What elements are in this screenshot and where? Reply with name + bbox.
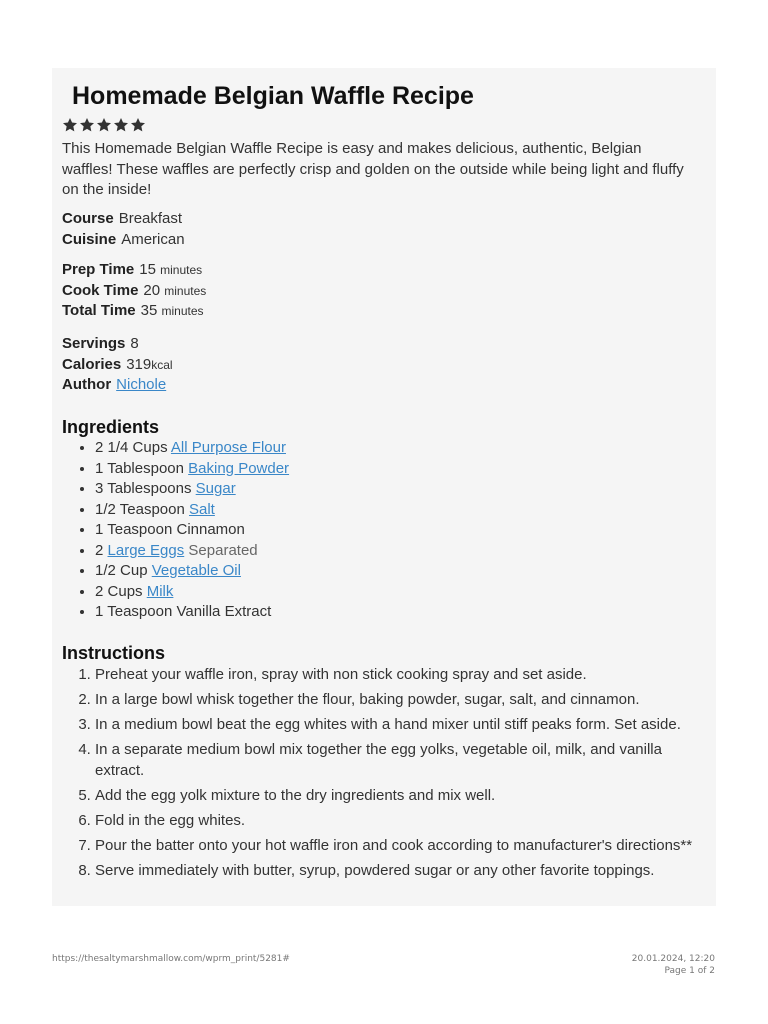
ingredient-name: Vanilla Extract (176, 603, 272, 620)
ingredient-unit: Teaspoon (119, 500, 185, 518)
total-time-row (62, 301, 206, 322)
cook-time-label: Cook Time (62, 281, 139, 299)
total-time-label: Total Time (62, 302, 136, 320)
ingredient-name[interactable]: Baking Powder (188, 459, 290, 477)
cook-time-unit: minutes (164, 283, 207, 298)
footer-datetime: 20.01.2024, 12:20 (631, 954, 715, 964)
ingredient-amount: 2 (95, 582, 104, 600)
ingredient-unit: Cup (120, 562, 148, 579)
ingredient-amount: 1 (95, 521, 104, 538)
instruction-step: 3. In a medium bowl beat the egg whites with a hand mixer until stiff peaks form. Set aside. (95, 714, 715, 735)
instruction-step: 7. Pour the batter onto your hot waffle iron and cook according to manufacturer's directions** (95, 835, 715, 856)
ingredient-item (95, 582, 695, 603)
prep-time-value: 15 (139, 261, 156, 278)
cuisine-row (62, 230, 185, 251)
ingredient-item (95, 541, 695, 562)
ingredient-item (95, 561, 695, 582)
instruction-step: 8. Serve immediately with butter, syrup, powdered sugar or any other favorite toppings. (95, 860, 715, 881)
ingredient-name: Cinnamon (176, 521, 245, 538)
course-label: Course (62, 210, 114, 227)
recipe-summary: This Homemade Belgian Waffle Recipe is easy and makes delicious, authentic, Belgian waffles! These waffles are perfectly crisp and golden on the outside while being light and fluffy on the inside! (62, 140, 684, 198)
course-value: Breakfast (118, 210, 183, 227)
footer-url: https://thesaltymarshmallow.com/wprm_print/5281# (52, 954, 290, 964)
recipe-details (62, 334, 173, 396)
servings-label: Servings (62, 335, 126, 352)
ingredient-name[interactable]: Salt (189, 500, 215, 518)
ingredient-amount: 2 1/4 (95, 439, 129, 456)
total-time-unit: minutes (161, 304, 204, 319)
cuisine-value: American (121, 230, 185, 248)
ingredient-item (95, 500, 695, 521)
instructions-list (62, 664, 715, 885)
ingredient-amount: 1/2 (95, 562, 116, 579)
ingredient-notes: Separated (188, 541, 258, 559)
instruction-step: 4. In a separate medium bowl mix together the egg yolks, vegetable oil, milk, and vanilla extract. (95, 739, 715, 781)
ingredient-amount: 3 (95, 480, 104, 497)
ingredient-unit: Cups (107, 582, 143, 600)
author-row (62, 375, 173, 396)
footer-page-number: Page 1 of 2 (664, 965, 715, 976)
prep-time-label: Prep Time (62, 261, 135, 278)
course-row (62, 209, 185, 230)
ingredient-item (95, 520, 695, 541)
ingredient-name[interactable]: Sugar (195, 480, 236, 497)
ingredient-unit: Cups (132, 439, 168, 456)
instruction-step: 2. In a large bowl whisk together the flour, baking powder, sugar, salt, and cinnamon. (95, 689, 715, 710)
ingredients-list (62, 438, 695, 623)
ingredient-amount: 1/2 (95, 500, 116, 518)
ingredient-name[interactable]: All Purpose Flour (170, 439, 286, 456)
star-icon (130, 117, 146, 133)
ingredient-item (95, 438, 695, 459)
calories-value: 319 (126, 355, 152, 373)
cook-time-row (62, 281, 206, 302)
recipe-title: Homemade Belgian Waffle Recipe (72, 82, 474, 110)
calories-unit: kcal (151, 357, 173, 372)
ingredient-amount: 1 (95, 459, 104, 477)
cuisine-label: Cuisine (62, 230, 117, 248)
instruction-step: 5. Add the egg yolk mixture to the dry ingredients and mix well. (95, 785, 715, 806)
prep-time-unit: minutes (160, 263, 203, 277)
ingredient-item (95, 459, 695, 480)
prep-time-row (62, 260, 206, 281)
star-icon (96, 117, 112, 133)
ingredient-name[interactable]: Large Eggs (107, 541, 185, 559)
rating-stars (62, 117, 146, 133)
star-icon (113, 117, 129, 133)
author-link[interactable]: Nichole (116, 376, 167, 394)
instructions-heading: Instructions (62, 643, 166, 663)
ingredient-amount: 2 (95, 541, 104, 559)
recipe-card (52, 68, 716, 906)
total-time-value: 35 (140, 302, 158, 320)
ingredient-unit: Teaspoon (107, 521, 173, 538)
author-label: Author (62, 376, 112, 394)
recipe-tags (62, 209, 185, 250)
footer-meta (632, 954, 715, 977)
instruction-step: 6. Fold in the egg whites. (95, 810, 715, 831)
recipe-times (62, 260, 206, 322)
ingredient-unit: Tablespoons (107, 480, 192, 497)
cook-time-value: 20 (143, 281, 161, 299)
ingredient-name[interactable]: Vegetable Oil (151, 562, 241, 579)
star-icon (62, 117, 78, 133)
ingredient-item (95, 602, 695, 623)
instruction-step: 1. Preheat your waffle iron, spray with non stick cooking spray and set aside. (95, 664, 715, 685)
ingredient-unit: Tablespoon (107, 459, 184, 477)
ingredients-heading: Ingredients (62, 417, 160, 437)
calories-row (62, 355, 173, 376)
servings-value: 8 (130, 335, 139, 352)
ingredient-amount: 1 (95, 603, 104, 620)
ingredient-item (95, 479, 695, 500)
ingredient-unit: Teaspoon (107, 603, 173, 620)
servings-row (62, 334, 173, 355)
calories-label: Calories (62, 355, 122, 373)
star-icon (79, 117, 95, 133)
ingredient-name[interactable]: Milk (146, 582, 174, 600)
